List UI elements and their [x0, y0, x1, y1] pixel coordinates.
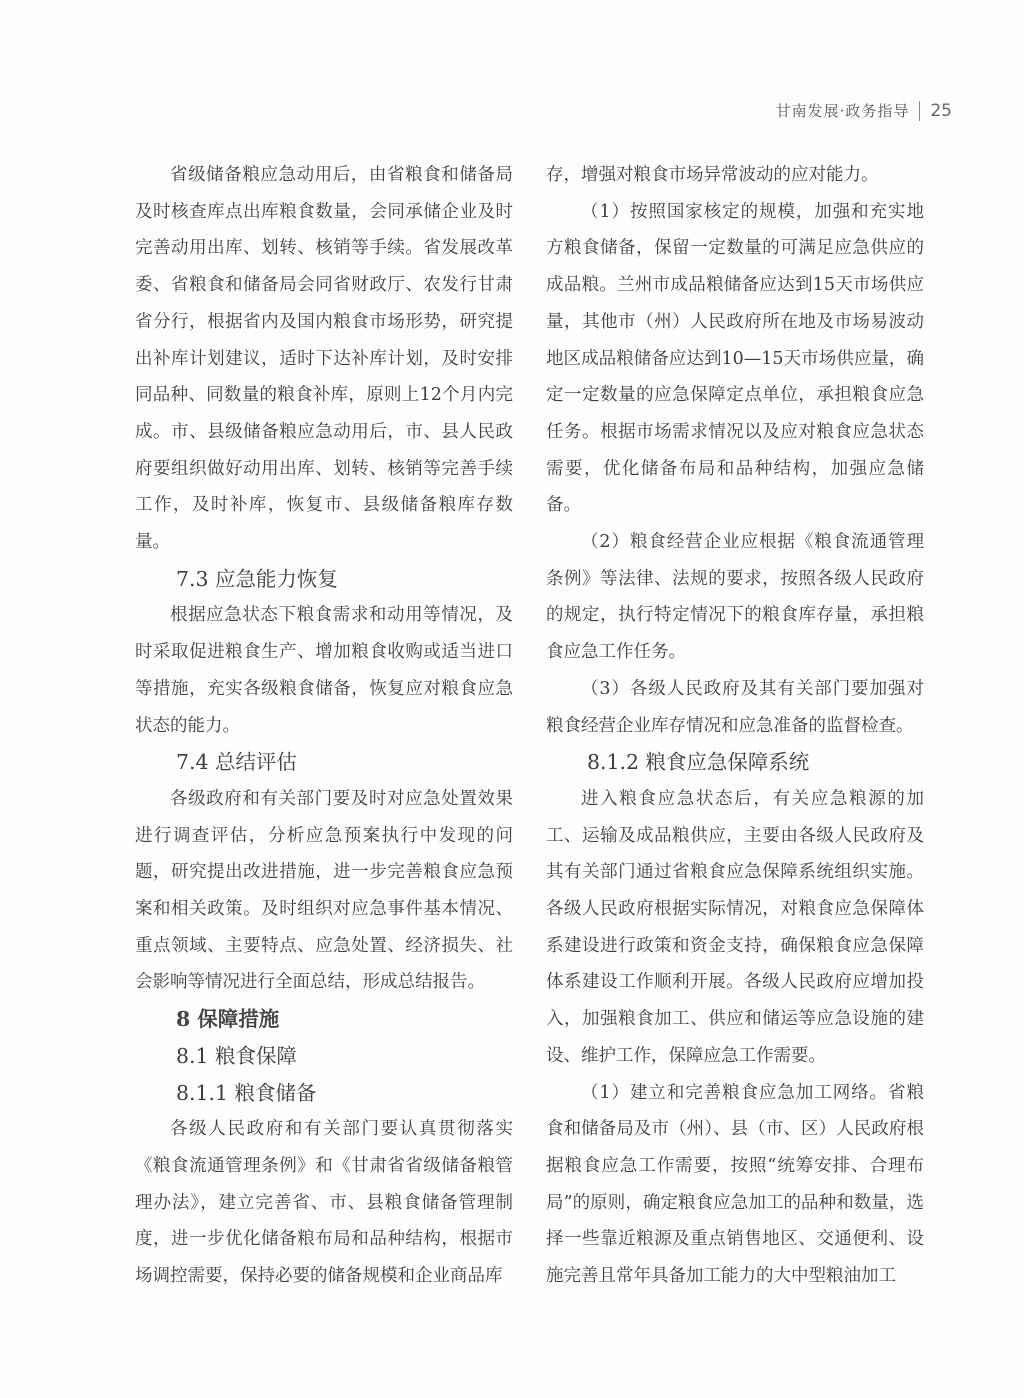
page-number: 25	[930, 100, 952, 121]
paragraph: （3）各级人民政府及其有关部门要加强对粮食经营企业库存情况和应急准备的监督检查。	[546, 678, 924, 736]
section-heading-8-1-2: 8.1.2 粮食应急保障系统	[586, 750, 810, 775]
left-column	[135, 157, 513, 1295]
paragraph: （2）粮食经营企业应根据《粮食流通管理条例》等法律、法规的要求，按照各级人民政府的规定，执行特定情况下的粮食库存量，承担粮食应急工作任务。	[546, 532, 924, 663]
paragraph-continuation: 存，增强对粮食市场异常波动的应对能力。	[546, 165, 879, 185]
paragraph: 进入粮食应急状态后，有关应急粮源的加工、运输及成品粮供应，主要由各级人民政府及其有关部门通过省粮食应急保障系统组织实施。各级人民政府根据实际情况，对粮食应急保障体系建设进行政策和资金支持，确保粮食应急保障体系建设工作顺利开展。各级人民政府应增加投入，加强粮食加工、供应和储运等应急设施的建设、维护工作，保障应急工作需要。	[546, 788, 924, 1066]
paragraph: 根据应急状态下粮食需求和动用等情况，及时采取促进粮食生产、增加粮食收购或适当进口等措施，充实各级粮食储备，恢复应对粮食应急状态的能力。	[135, 605, 513, 736]
right-column	[546, 157, 924, 1295]
paragraph: 各级政府和有关部门要及时对应急处置效果进行调查评估，分析应急预案执行中发现的问题，研究提出改进措施，进一步完善粮食应急预案和相关政策。及时组织对应急事件基本情况、重点领域、主要特点、应急处置、经济损失、社会影响等情况进行全面总结，形成总结报告。	[135, 788, 513, 993]
section-heading-7-4: 7.4 总结评估	[175, 750, 297, 775]
section-heading-7-3: 7.3 应急能力恢复	[175, 566, 338, 591]
section-heading-8-1: 8.1 粮食保障	[175, 1043, 297, 1068]
paragraph: 省级储备粮应急动用后，由省粮食和储备局及时核查库点出库粮食数量，会同承储企业及时完善动用出库、划转、核销等手续。省发展改革委、省粮食和储备局会同省财政厅、农发行甘肃省分行，根据省内及国内粮食市场形势，研究提出补库计划建议，适时下达补库计划，及时安排同品种、同数量的粮食补库，原则上12个月内完成。市、县级储备粮应急动用后，市、县人民政府要组织做好动用出库、划转、核销等完善手续工作，及时补库，恢复市、县级储备粮库存数量。	[135, 165, 513, 553]
header-divider	[919, 101, 920, 121]
section-heading-8-1-1: 8.1.1 粮食储备	[175, 1080, 317, 1105]
section-heading-8: 8 保障措施	[175, 1007, 280, 1032]
paragraph: 各级人民政府和有关部门要认真贯彻落实《粮食流通管理条例》和《甘肃省省级储备粮管理办法》，建立完善省、市、县粮食储备管理制度，进一步优化储备粮布局和品种结构，根据市场调控需要，保持必要的储备规模和企业商品库	[135, 1119, 513, 1287]
paragraph: （1）按照国家核定的规模，加强和充实地方粮食储备，保留一定数量的可满足应急供应的成品粮。兰州市成品粮储备应达到15天市场供应量，其他市（州）人民政府所在地及市场易波动地区成品粮储备应达到10—15天市场供应量，确定一定数量的应急保障定点单位，承担粮食应急任务。根据市场需求情况以及应对粮食应急状态需要，优化储备布局和品种结构，加强应急储备。	[546, 201, 924, 516]
paragraph: （1）建立和完善粮食应急加工网络。省粮食和储备局及市（州）、县（市、区）人民政府根据粮食应急工作需要，按照“统筹安排、合理布局”的原则，确定粮食应急加工的品种和数量，选择一些靠近粮源及重点销售地区、交通便利、设施完善且常年具备加工能力的大中型粮油加工	[546, 1082, 924, 1287]
running-header	[776, 100, 952, 121]
header-title: 甘南发展·政务指导	[775, 102, 910, 120]
